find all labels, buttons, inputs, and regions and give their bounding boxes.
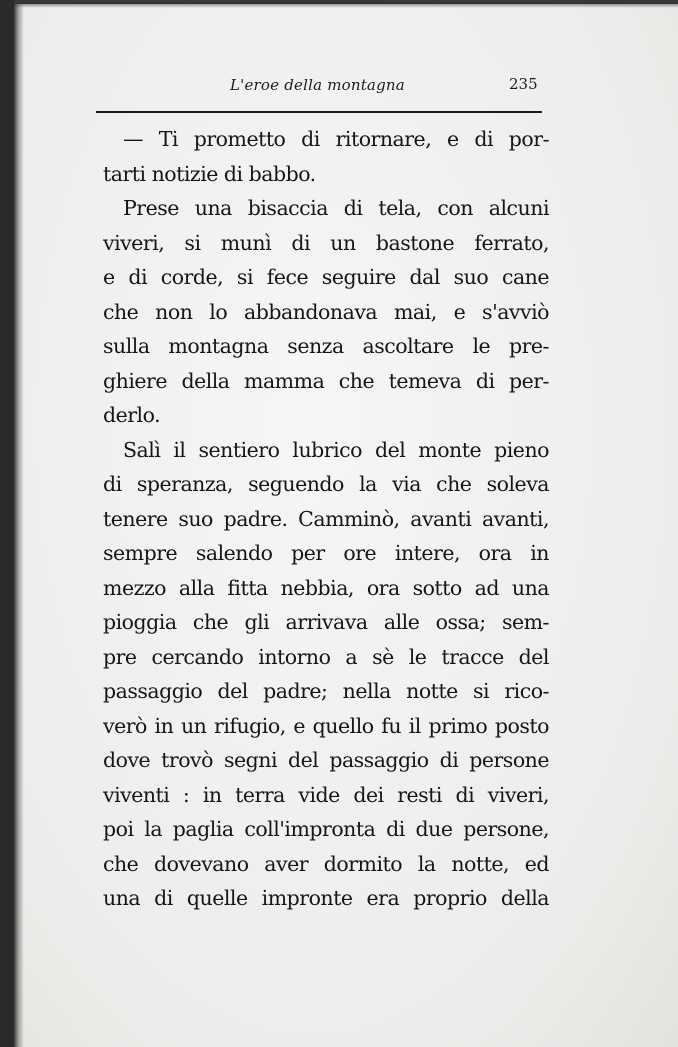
- text-line: verò in un rifugio, e quello fu il primo posto: [103, 713, 549, 738]
- text-line: di speranza, seguendo la via che soleva: [103, 472, 549, 496]
- text-line: viveri, si munì di un bastone ferrato,: [103, 230, 549, 255]
- page-top-edge: [14, 0, 678, 8]
- text-line: ghiere della mamma che temeva di per-: [103, 368, 549, 393]
- text-line: sempre salendo per ore intere, ora in: [103, 541, 549, 565]
- body-text: [103, 122, 549, 916]
- header-rule: [96, 111, 542, 113]
- page-number: 235: [509, 75, 538, 93]
- text-line: pioggia che gli arrivava alle ossa; sem-: [103, 610, 549, 634]
- spine-shadow: [14, 4, 24, 1047]
- running-title: L'eroe della montagna: [230, 76, 405, 94]
- text-line: pre cercando intorno a sè le tracce del: [103, 644, 549, 669]
- text-line: Salì il sentiero lubrico del monte pieno: [123, 437, 549, 462]
- text-line: mezzo alla fitta nebbia, ora sotto ad una: [103, 575, 549, 600]
- text-line: derlo.: [103, 403, 161, 427]
- text-line: e di corde, si fece seguire dal suo cane: [103, 265, 549, 289]
- text-line: Prese una bisaccia di tela, con alcuni: [123, 196, 549, 220]
- text-line: sulla montagna senza ascoltare le pre-: [103, 334, 549, 358]
- text-line: una di quelle impronte era proprio della: [103, 886, 549, 910]
- text-line: — Ti prometto di ritornare, e di por-: [123, 127, 549, 151]
- text-line: viventi : in terra vide dei resti di viveri,: [103, 782, 549, 807]
- text-line: tenere suo padre. Camminò, avanti avanti,: [103, 506, 549, 531]
- text-line: passaggio del padre; nella notte si rico-: [103, 679, 549, 703]
- text-line: che non lo abbandonava mai, e s'avviò: [103, 299, 549, 324]
- text-line: poi la paglia coll'impronta di due persone,: [103, 817, 549, 841]
- text-line: dove trovò segni del passaggio di persone: [103, 748, 549, 772]
- text-line: che dovevano aver dormito la notte, ed: [103, 851, 549, 876]
- text-line: tarti notizie di babbo.: [103, 161, 316, 186]
